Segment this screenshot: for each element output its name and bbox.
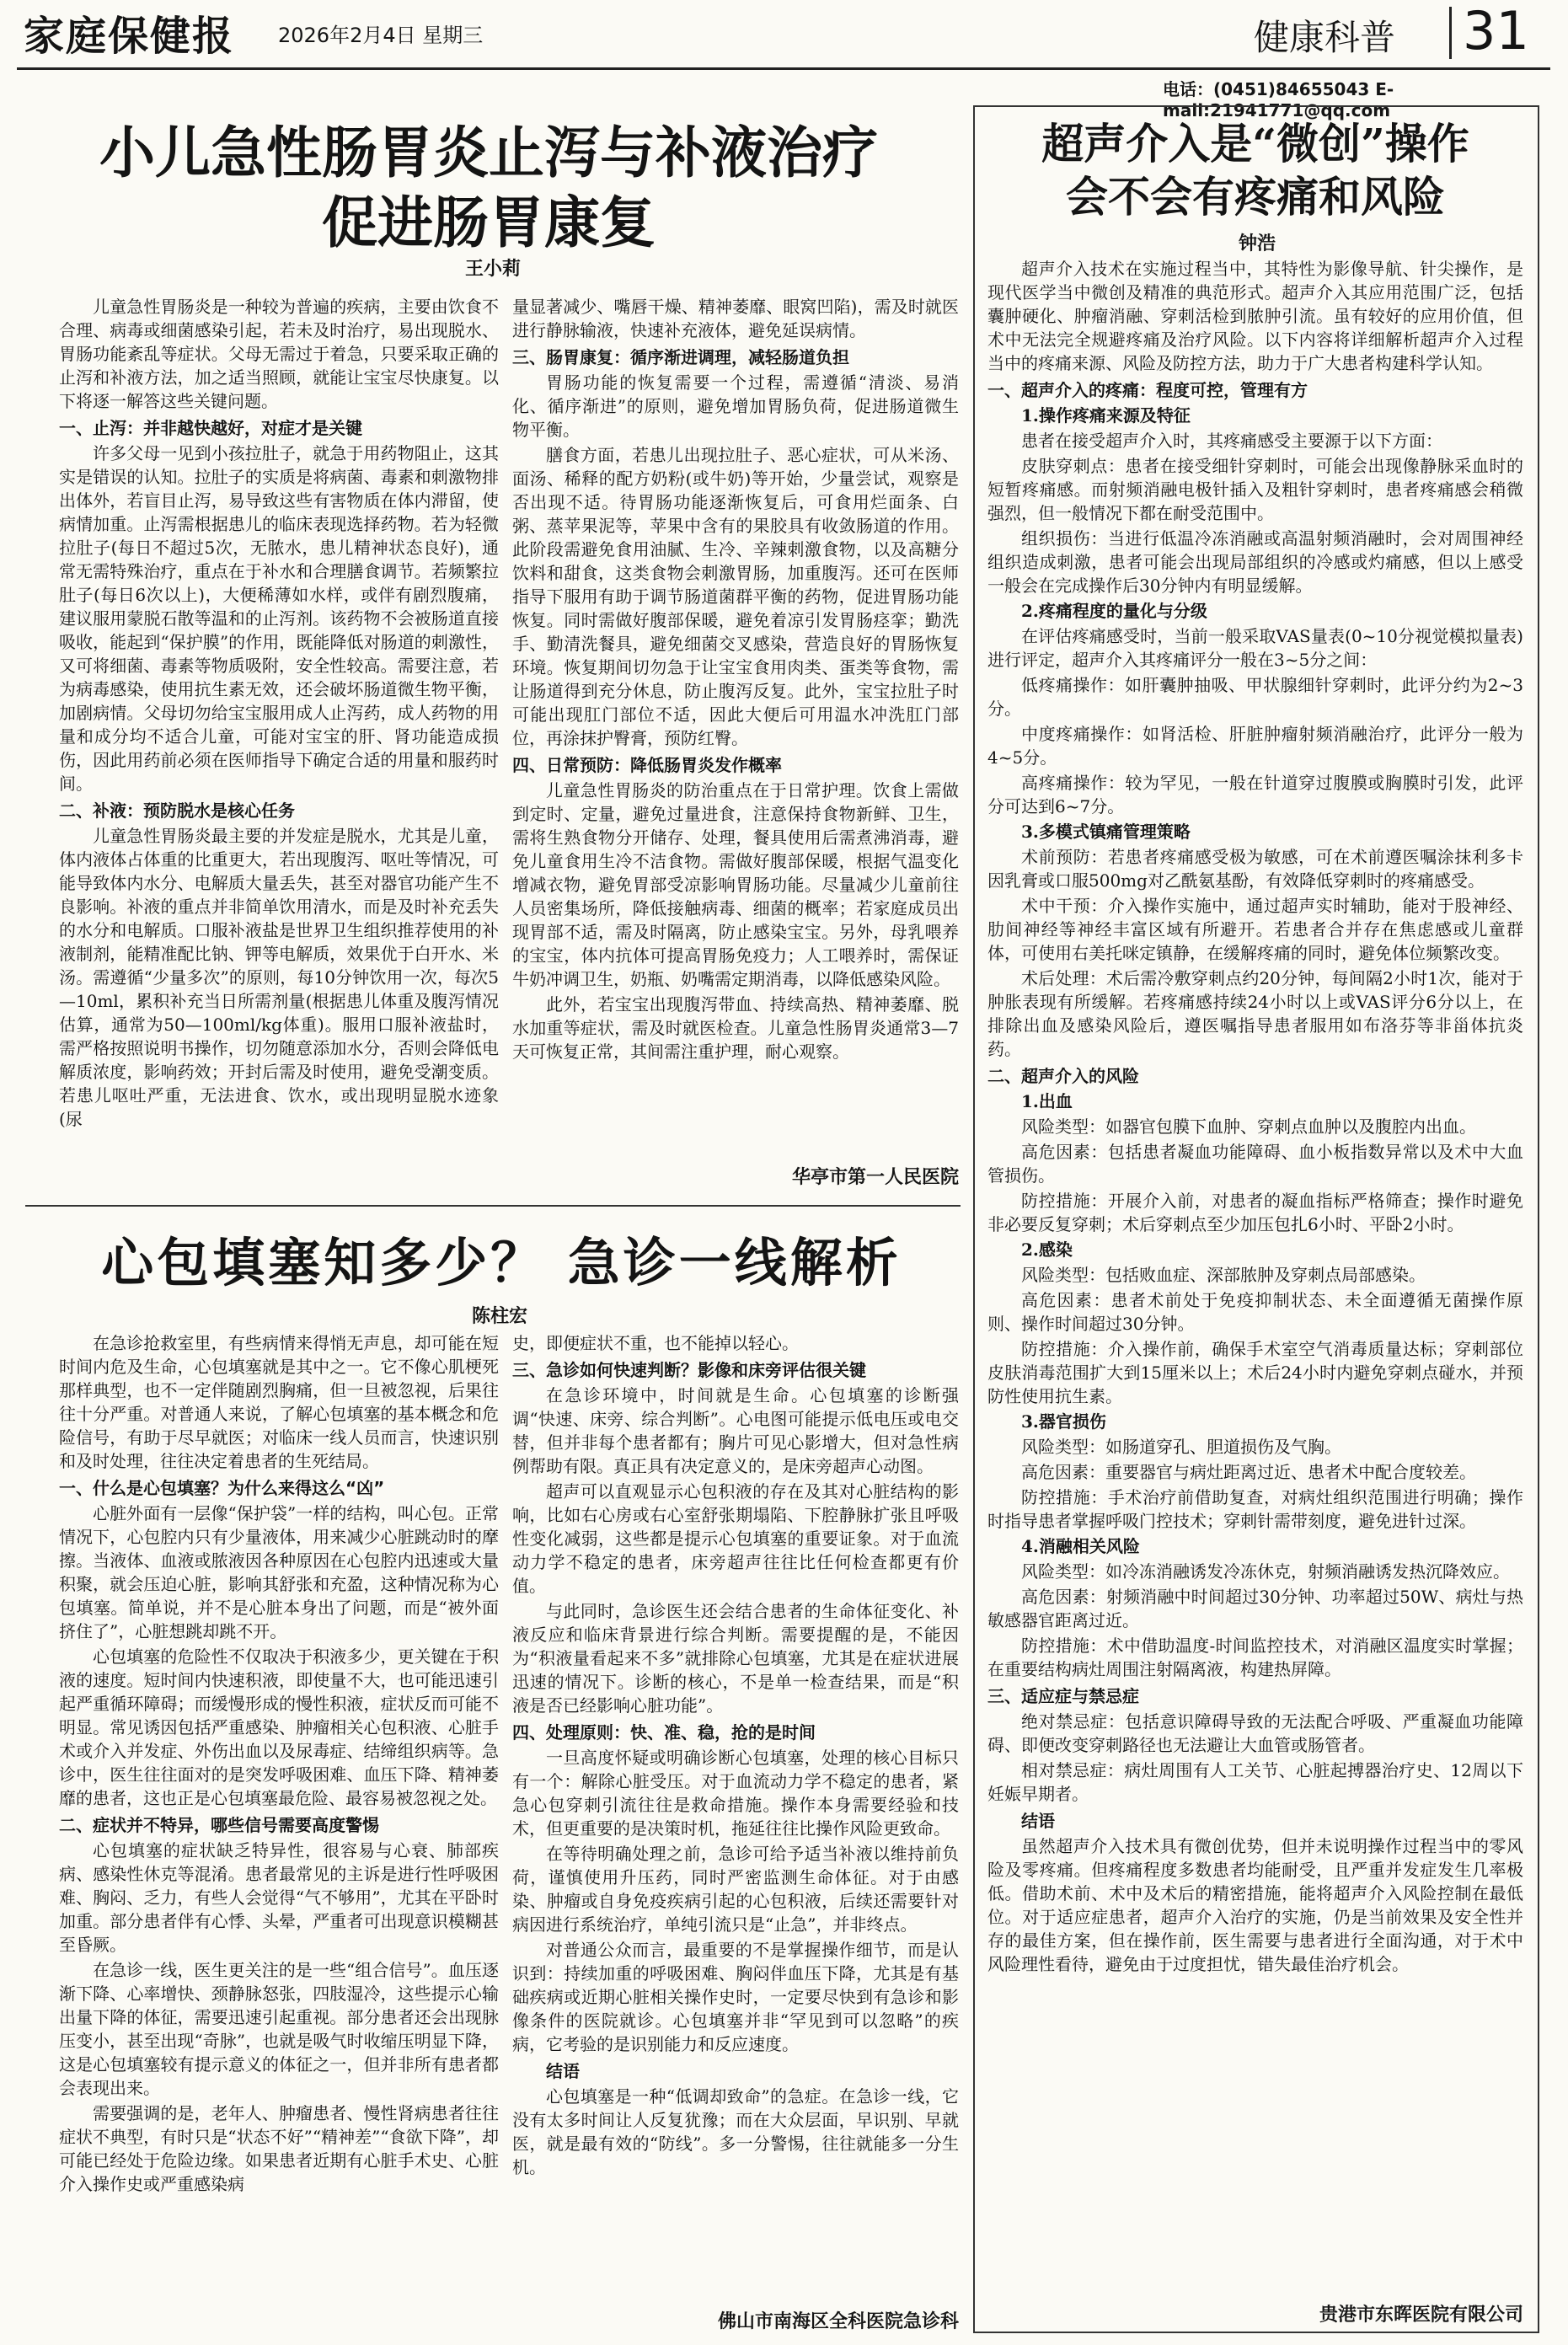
paragraph: 防控措施：介入操作前，确保手术室空气消毒质量达标；穿刺部位皮肤消毒范围扩大到15厘米以上；术后24小时内避免穿刺点碰水，并预防性使用抗生素。	[987, 1339, 1523, 1406]
paragraph: 胃肠功能的恢复需要一个过程，需遵循“清淡、易消化、循序渐进”的原则，避免增加胃肠负荷，促进肠道微生物平衡。	[512, 372, 959, 440]
paragraph: 儿童急性胃肠炎是一种较为普遍的疾病，主要由饮食不合理、病毒或细菌感染引起，若未及时治疗，易出现脱水、胃肠功能紊乱等症状。父母无需过于着急，只要采取正确的止泻和补液方法，加之适当照顾，就能让宝宝尽快康复。以下将逐一解答这些关键问题。	[59, 297, 499, 411]
article2-column-2	[512, 1331, 959, 2300]
subheading: 四、日常预防：降低肠胃炎发作概率	[512, 755, 782, 775]
paragraph: 心脏外面有一层像“保护袋”一样的结构，叫心包。正常情况下，心包腔内只有少量液体，用来减少心脏跳动时的摩擦。当液体、血液或脓液因各种原因在心包腔内迅速或大量积聚，就会压迫心脏，影响其舒张和充盈，这种情况称为心包填塞。简单说，并不是心脏本身出了问题，而是“被外面挤住了”，心脏想跳却跳不开。	[59, 1503, 499, 1641]
paragraph: 防控措施：术中借助温度-时间监控技术，对消融区温度实时掌握；在重要结构病灶周围注射隔离液，构建热屏障。	[987, 1636, 1523, 1679]
paragraph: 防控措施：手术治疗前借助复查，对病灶组织范围进行明确；操作时指导患者掌握呼吸门控技术；穿刺针需带刻度，避免进针过深。	[987, 1487, 1523, 1531]
paragraph: 在急诊抢救室里，有些病情来得悄无声息，却可能在短时间内危及生命，心包填塞就是其中之一。它不像心肌梗死那样典型，也不一定伴随剧烈胸痛，但一旦被忽视，后果往往十分严重。对普通人来说，了解心包填塞的基本概念和危险信号，有助于尽早就医；对临床一线人员而言，快速识别和及时处理，往往决定着患者的生死结局。	[59, 1333, 499, 1471]
subheading: 四、处理原则：快、准、稳，抢的是时间	[512, 1722, 816, 1743]
article3-title-line1: 超声介入是“微创”操作	[1041, 119, 1469, 169]
paragraph: 术后处理：术后需冷敷穿刺点约20分钟，每间隔2小时1次，能对于肿胀表现有所缓解。若疼痛感持续24小时以上或VAS评分6分以上，在排除出血及感染风险后，遵医嘱指导患者服用如布洛芬等非甾体抗炎药。	[987, 968, 1523, 1059]
paragraph: 高危因素：包括患者凝血功能障碍、血小板指数异常以及术中大血管损伤。	[987, 1142, 1523, 1186]
paragraph: 在急诊环境中，时间就是生命。心包填塞的诊断强调“快速、床旁、综合判断”。心电图可能提示低电压或电交替，但并非每个患者都有；胸片可见心影增大，但对急性病例帮助有限。真正具有决定意义的，是床旁超声心动图。	[512, 1385, 959, 1476]
paragraph: 风险类型：如器官包膜下血肿、穿刺点血肿以及腹腔内出血。	[1021, 1116, 1476, 1137]
article3-author: 钟浩	[1239, 233, 1276, 254]
header-divider	[1449, 7, 1452, 59]
paragraph: 高危因素：射频消融中时间超过30分钟、功率超过50W、病灶与热敏感器官距离过近。	[987, 1587, 1523, 1630]
paragraph: 高危因素：患者术前处于免疫抑制状态、未全面遵循无菌操作原则、操作时间超过30分钟。	[987, 1290, 1523, 1334]
subheading: 二、补液：预防脱水是核心任务	[59, 800, 295, 821]
article1-author: 王小莉	[465, 259, 522, 280]
paragraph: 绝对禁忌症：包括意识障碍导致的无法配合呼吸、严重凝血功能障碍、即便改变穿刺路径也无法避让大血管或肠管者。	[987, 1711, 1523, 1755]
article1-title	[34, 118, 944, 257]
article2-author: 陈柱宏	[472, 1306, 528, 1327]
minor-heading: 2.疼痛程度的量化与分级	[1021, 601, 1207, 621]
paragraph: 皮肤穿刺点：患者在接受细针穿刺时，可能会出现像静脉采血时的短暂疼痛感。而射频消融电极针插入及粗针穿刺时，患者疼痛感会稍微强烈，但一般情况下都在耐受范围中。	[987, 456, 1523, 523]
paragraph: 虽然超声介入技术具有微创优势，但并未说明操作过程当中的零风险及零疼痛。但疼痛程度多数患者均能耐受，且严重并发症发生几率极低。借助术前、术中及术后的精密措施，能将超声介入风险控制在最低位。对于适应症患者，超声介入治疗的实施，仍是当前效果及安全性并存的最佳方案，但在操作前，医生需要与患者进行全面沟通，对于术中风险理性看待，避免由于过度担忧，错失最佳治疗机会。	[987, 1836, 1523, 1974]
paragraph: 超声介入技术在实施过程当中，其特性为影像导航、针尖操作，是现代医学当中微创及精准的典范形式。超声介入其应用范围广泛，包括囊肿硬化、肿瘤消融、穿刺活检到脓肿引流。虽有较好的应用价值，但术中无法完全规避疼痛及治疗风险。以下内容将详细解析超声介入过程当中的疼痛来源、风险及防控方法，助力于广大患者构建科学认知。	[987, 259, 1523, 373]
subheading: 二、症状并不特异，哪些信号需要高度警惕	[59, 1815, 379, 1835]
article1-title-line1: 小儿急性肠胃炎止泻与补液治疗	[99, 120, 878, 185]
paragraph: 此外，若宝宝出现腹泻带血、持续高热、精神萎靡、脱水加重等症状，需及时就医检查。儿童急性肠胃炎通常3—7天可恢复正常，其间需注重护理，耐心观察。	[512, 994, 959, 1062]
header-rule	[17, 67, 1550, 70]
article2-hospital: 佛山市南海区全科医院急诊科	[717, 2311, 959, 2332]
minor-heading: 1.出血	[1021, 1091, 1073, 1111]
section-title: 健康科普	[1254, 17, 1396, 58]
article2-title: 心包填塞知多少？ 急诊一线解析	[101, 1232, 902, 1293]
article1-title-line2: 促进肠胃康复	[322, 189, 656, 255]
paragraph: 风险类型：包括败血症、深部脓肿及穿刺点局部感染。	[1021, 1265, 1426, 1285]
subheading: 一、超声介入的疼痛：程度可控，管理有方	[987, 380, 1308, 400]
paragraph: 风险类型：如冷冻消融诱发冷冻休克，射频消融诱发热沉降效应。	[1021, 1561, 1510, 1582]
paragraph: 术中干预：介入操作实施中，通过超声实时辅助，能对于股神经、肋间神经等神经丰富区域有所避开。若患者合并存在焦虑感或儿童群体，可使用右美托咪定镇静，在缓解疼痛的同时，避免体位频繁改变。	[987, 896, 1523, 963]
conclusion-heading: 结语	[546, 2061, 580, 2081]
paragraph: 儿童急性胃肠炎的防治重点在于日常护理。饮食上需做到定时、定量，避免过量进食，注意保持食物新鲜、卫生，需将生熟食物分开储存、处理，餐具使用后需煮沸消毒，避免儿童食用生冷不洁食物。需做好腹部保暖，根据气温变化增减衣物，避免胃部受凉影响胃肠功能。尽量减少儿童前往人员密集场所，降低接触病毒、细菌的概率；若家庭成员出现胃部不适，需及时隔离，防止感染宝宝。另外，母乳喂养的宝宝，体内抗体可提高胃肠免疫力；人工喂养时，需保证牛奶冲调卫生，奶瓶、奶嘴需定期消毒，以降低感染风险。	[512, 780, 959, 989]
paragraph: 与此同时，急诊医生还会结合患者的生命体征变化、补液反应和临床背景进行综合判断。需要提醒的是，不能因为“积液量看起来不多”就排除心包填塞，尤其是在症状进展迅速的情况下。诊断的核心，不是单一检查结果，而是“积液是否已经影响心脏功能”。	[512, 1601, 959, 1716]
article2-column-1	[59, 1331, 499, 2326]
minor-heading: 3.器官损伤	[1021, 1411, 1106, 1432]
issue-date: 2026年2月4日 星期三	[278, 24, 484, 47]
subheading: 一、止泻：并非越快越好，对症才是关键	[59, 418, 362, 438]
paragraph: 一旦高度怀疑或明确诊断心包填塞，处理的核心目标只有一个：解除心脏受压。对于血流动力学不稳定的患者，紧急心包穿刺引流往往是救命措施。操作本身需要经验和技术，但更重要的是决策时机，拖延往往比操作风险更致命。	[512, 1748, 959, 1839]
paragraph: 心包填塞的症状缺乏特异性，很容易与心衰、肺部疾病、感染性休克等混淆。患者最常见的主诉是进行性呼吸困难、胸闷、乏力，有些人会觉得“气不够用”，尤其在平卧时加重。部分患者伴有心悸、头晕，严重者可出现意识模糊甚至昏厥。	[59, 1840, 499, 1955]
paragraph: 儿童急性胃肠炎最主要的并发症是脱水，尤其是儿童，体内液体占体重的比重更大，若出现腹泻、呕吐等情况，可能导致体内水分、电解质大量丢失，甚至对器官功能产生不良影响。补液的重点并非简单饮用清水，而是及时补充丢失的水分和电解质。口服补液盐是世界卫生组织推荐使用的补液制剂，能精准配比钠、钾等电解质，效果优于白开水、米汤。需遵循“少量多次”的原则，每10分钟饮用一次，每次5—10ml，累积补充当日所需剂量(根据患儿体重及腹泻情况估算，通常为50—100ml/kg体重)。服用口服补液盐时，需严格按照说明书操作，切勿随意添加水分，否则会降低电解质浓度，影响药效；开封后需及时使用，避免受潮变质。若患儿呕吐严重，无法进食、饮水，或出现明显脱水迹象(尿	[59, 826, 499, 1129]
paragraph: 术前预防：若患者疼痛感受极为敏感，可在术前遵医嘱涂抹利多卡因乳膏或口服500mg对乙酰氨基酚，有效降低穿刺时的疼痛感受。	[987, 847, 1523, 891]
paragraph: 在评估疼痛感受时，当前一般采取VAS量表(0~10分视觉模拟量表)进行评定，超声介入其疼痛评分一般在3~5分之间：	[987, 626, 1523, 670]
article1-column-2	[512, 295, 959, 1146]
subheading: 二、超声介入的风险	[987, 1066, 1139, 1086]
paragraph: 患者在接受超声介入时，其疼痛感受主要源于以下方面：	[1021, 431, 1442, 451]
article3-hospital: 贵港市东晖医院有限公司	[1319, 2305, 1523, 2326]
paragraph: 超声可以直观显示心包积液的存在及其对心脏结构的影响，比如右心房或右心室舒张期塌陷、下腔静脉扩张且呼吸性变化减弱，这些都是提示心包填塞的重要证象。对于血流动力学不稳定的患者，床旁超声往往比任何检查都更有价值。	[512, 1481, 959, 1596]
article3-title-line2: 会不会有疼痛和风险	[1066, 171, 1445, 222]
paragraph: 需要强调的是，老年人、肿瘤患者、慢性肾病患者往往症状不典型，有时只是“状态不好”“精神差”“食欲下降”，却可能已经处于危险边缘。如果患者近期有心脏手术史、心脏介入操作史或严重感染病	[59, 2103, 499, 2194]
conclusion-heading: 结语	[1021, 1811, 1055, 1831]
paragraph: 在等待明确处理之前，急诊可给予适当补液以维持前负荷，谨慎使用升压药，同时严密监测生命体征。对于由感染、肿瘤或自身免疫疾病引起的心包积液，后续还需要针对病因进行系统治疗，单纯引流只是“止急”，并非终点。	[512, 1844, 959, 1935]
paragraph: 组织损伤：当进行低温冷冻消融或高温射频消融时，会对周围神经组织造成刺激，患者可能会出现局部组织的冷感或灼痛感，但以上感受一般会在完成操作后30分钟内有明显缓解。	[987, 528, 1523, 596]
paragraph: 对普通公众而言，最重要的不是掌握操作细节，而是认识到：持续加重的呼吸困难、胸闷伴血压下降，尤其是有基础疾病或近期心脏相关操作史时，一定要尽快到有急诊和影像条件的医院就诊。心包填塞并非“罕见到可以忽略”的疾病，它考验的是识别能力和反应速度。	[512, 1940, 959, 2054]
subheading: 三、肠胃康复：循序渐进调理，减轻肠道负担	[512, 347, 849, 367]
paragraph: 史，即便症状不重，也不能掉以轻心。	[512, 1333, 799, 1353]
paragraph: 低疼痛操作：如肝囊肿抽吸、甲状腺细针穿刺时，此评分约为2~3分。	[987, 675, 1523, 719]
contact-info: 电话：(0451)84655043 E-mail:21941771@qq.com	[1163, 79, 1394, 120]
paragraph: 心包填塞的危险性不仅取决于积液多少，更关键在于积液的速度。短时间内快速积液，即使量不大，也可能迅速引起严重循环障碍；而缓慢形成的慢性积液，症状反而可能不明显。常见诱因包括严重感染、肿瘤相关心包积液、心脏手术或介入并发症、外伤出血以及尿毒症、结缔组织病等。急诊中，医生往往面对的是突发呼吸困难、血压下降、精神萎靡的患者，这也正是心包填塞最危险、最容易被忽视之处。	[59, 1646, 499, 1808]
subheading: 三、适应症与禁忌症	[987, 1686, 1139, 1706]
paragraph: 心包填塞是一种“低调却致命”的急症。在急诊一线，它没有太多时间让人反复犹豫；而在大众层面，早识别、早就医，就是最有效的“防线”。多一分警惕，往往就能多一分生机。	[512, 2086, 959, 2177]
paragraph: 高危因素：重要器官与病灶距离过近、患者术中配合度较差。	[1021, 1462, 1476, 1482]
minor-heading: 2.感染	[1021, 1239, 1073, 1260]
paragraph: 相对禁忌症：病灶周围有人工关节、心脏起搏器治疗史、12周以下妊娠早期者。	[987, 1760, 1523, 1804]
paragraph: 在急诊一线，医生更关注的是一些“组合信号”。血压逐渐下降、心率增快、颈静脉怒张，四肢湿冷，这些提示心输出量下降的体征，需要迅速引起重视。部分患者还会出现脉压变小，甚至出现“奇脉”，也就是吸气时收缩压明显下降，这是心包填塞较有提示意义的体征之一，但并非所有患者都会表现出来。	[59, 1960, 499, 2098]
paragraph: 防控措施：开展介入前，对患者的凝血指标严格筛查；操作时避免非必要反复穿刺；术后穿刺点至少加压包扎6小时、平卧2小时。	[987, 1191, 1523, 1234]
minor-heading: 1.操作疼痛来源及特征	[1021, 405, 1191, 426]
paragraph: 风险类型：如肠道穿孔、胆道损伤及气胸。	[1021, 1437, 1341, 1457]
article3-body	[987, 257, 1523, 2296]
page-number: 31	[1463, 0, 1529, 62]
minor-heading: 3.多模式镇痛管理策略	[1021, 822, 1191, 842]
paragraph: 高疼痛操作：较为罕见，一般在针道穿过腹膜或胸膜时引发，此评分可达到6~7分。	[987, 773, 1523, 816]
minor-heading: 4.消融相关风险	[1021, 1536, 1140, 1556]
article1-column-1	[59, 295, 499, 1327]
subheading: 三、急诊如何快速判断？影像和床旁评估很关键	[512, 1360, 866, 1380]
paragraph: 许多父母一见到小孩拉肚子，就急于用药物阻止，这其实是错误的认知。拉肚子的实质是将病菌、毒素和刺激物排出体外，若盲目止泻，易导致这些有害物质在体内滞留，使病情加重。止泻需根据患儿的临床表现选择药物。若为轻微拉肚子(每日不超过5次，无脓水，患儿精神状态良好)，通常无需特殊治疗，重点在于补水和合理膳食调节。若频繁拉肚子(每日6次以上)，大便稀薄如水样，或伴有剧烈腹痛，建议服用蒙脱石散等温和的止泻剂。该药物不会被肠道直接吸收，能起到“保护膜”的作用，既能降低对肠道的刺激性，又可将细菌、毒素等物质吸附，安全性较高。需要注意，若为病毒感染，使用抗生素无效，还会破坏肠道微生物平衡，加剧病情。父母切勿给宝宝服用成人止泻药，成人药物的用量和成分均不适合儿童，可能对宝宝的肝、肾功能造成损伤，因此用药前必须在医师指导下确定合适的用量和服药时间。	[59, 443, 499, 794]
newspaper-name: 家庭保健报	[24, 13, 235, 60]
subheading: 一、什么是心包填塞？为什么来得这么“凶”	[59, 1478, 385, 1498]
paragraph: 量显著减少、嘴唇干燥、精神萎靡、眼窝凹陷)，需及时就医进行静脉输液，快速补充液体，避免延误病情。	[512, 297, 959, 340]
paragraph: 膳食方面，若患儿出现拉肚子、恶心症状，可从米汤、面汤、稀释的配方奶粉(或牛奶)等开始，少量尝试，观察是否出现不适。待胃肠功能逐渐恢复后，可食用烂面条、白粥、蒸苹果泥等，苹果中含有的果胶具有收敛肠道的作用。此阶段需避免食用油腻、生冷、辛辣刺激食物，以及高糖分饮料和甜食，这类食物会刺激胃肠，加重腹泻。还可在医师指导下服用有助于调节肠道菌群平衡的药物，促进胃肠功能恢复。同时需做好腹部保暖，避免着凉引发胃肠痉挛；勤洗手、勤清洗餐具，避免细菌交叉感染，营造良好的胃肠恢复环境。恢复期间切勿急于让宝宝食用肉类、蛋类等食物，需让肠道得到充分休息，防止腹泻反复。此外，宝宝拉肚子时可能出现肛门部位不适，因此大便后可用温水冲洗肛门部位，再涂抹护臀膏，预防红臀。	[512, 445, 959, 748]
article3-title	[977, 118, 1533, 223]
article1-hospital: 华亭市第一人民医院	[791, 1167, 959, 1188]
article-divider	[25, 1205, 961, 1207]
paragraph: 中度疼痛操作：如肾活检、肝脏肿瘤射频消融治疗，此评分一般为4~5分。	[987, 724, 1523, 768]
